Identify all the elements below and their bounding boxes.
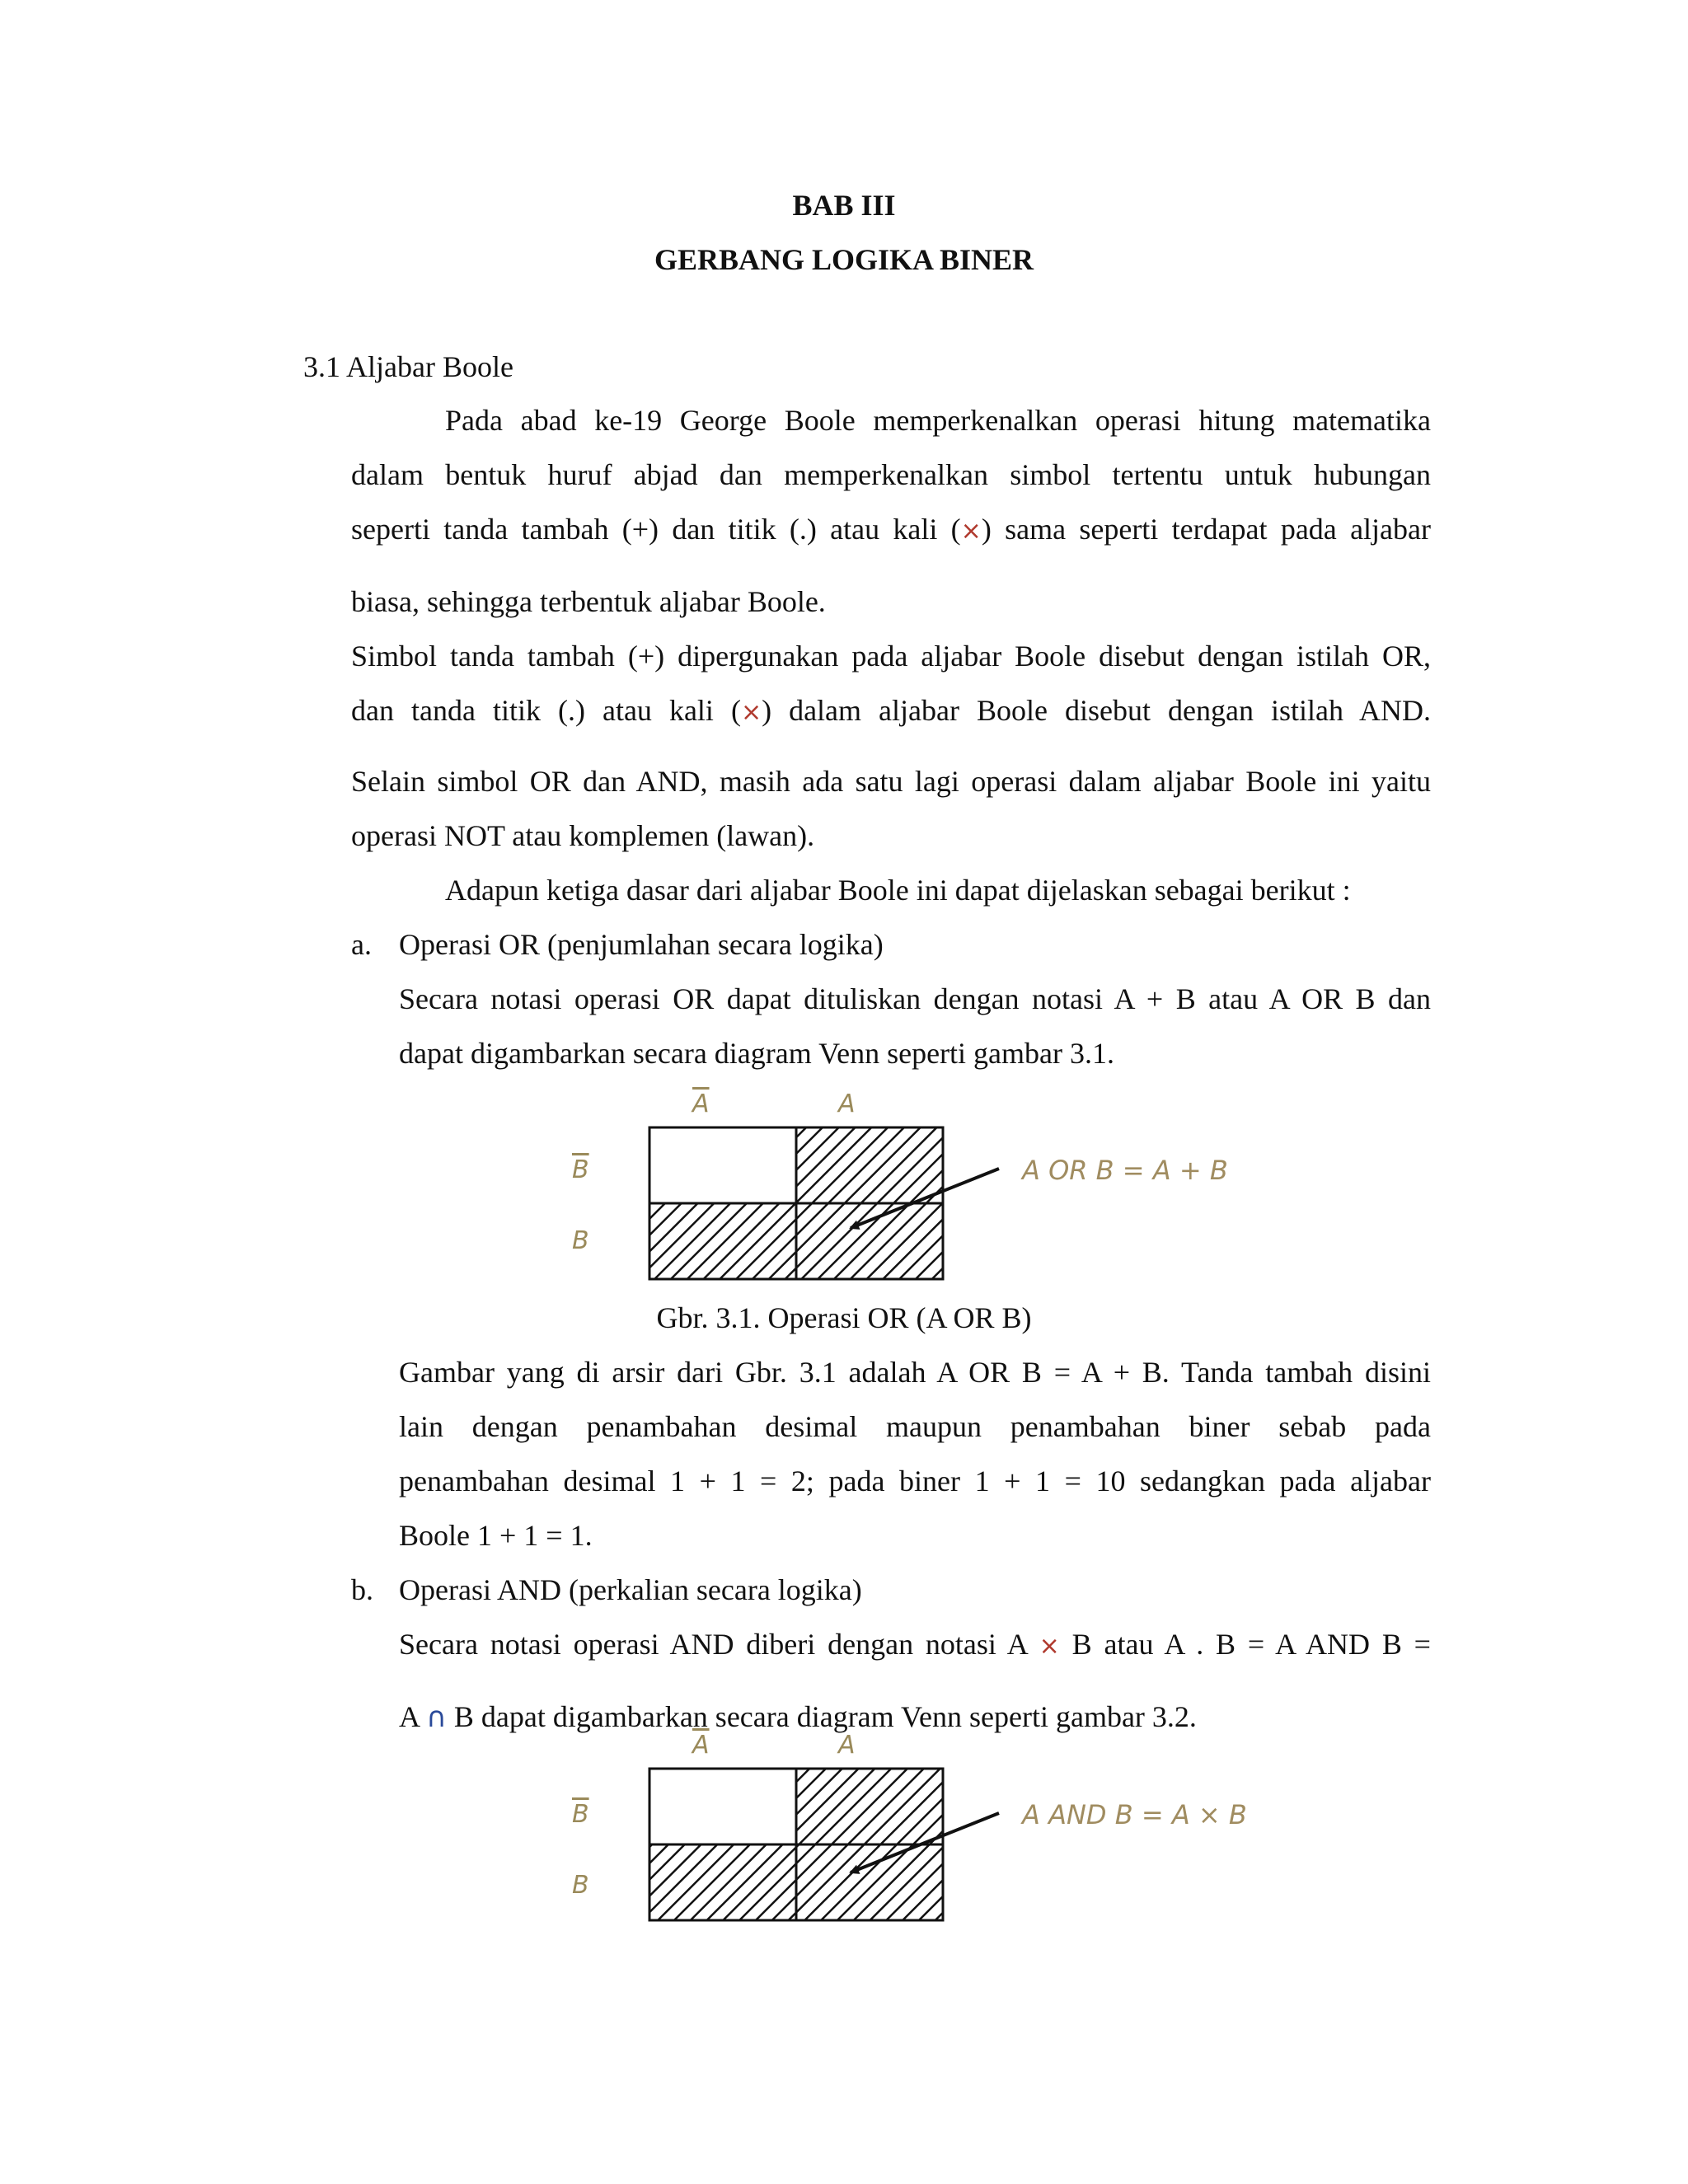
- cell-a-b: [796, 1203, 943, 1279]
- item-b-line-1-end: B atau A . B = A AND B =: [1059, 1628, 1431, 1661]
- intro-line-1: Pada abad ke-19 George Boole memperkenalkan operasi hitung matematika: [445, 404, 1431, 437]
- intro-line-9: Adapun ketiga dasar dari aljabar Boole ini dapat dijelaskan sebagai berikut :: [445, 874, 1351, 907]
- intro-line-3-start: seperti tanda tambah (+) dan titik (.) atau kali (: [351, 513, 961, 546]
- intersection-symbol: ∩: [426, 1701, 447, 1734]
- intro-line-6: [351, 683, 1431, 740]
- cell-not-a-not-b: [649, 1769, 796, 1844]
- row-label-not-b: $\overline{B}$: [572, 1155, 589, 1184]
- cell-a-b: [796, 1844, 943, 1920]
- and-formula-label: A AND B = A × B: [1022, 1799, 1247, 1830]
- item-b-line-2-start: A: [399, 1700, 427, 1733]
- venn-diagram-and: [560, 1722, 1286, 1929]
- item-a-title: Operasi OR (penjumlahan secara logika): [399, 928, 884, 961]
- cell-not-a-b: [649, 1844, 796, 1920]
- item-a-after-line-1: Gambar yang di arsir dari Gbr. 3.1 adalah A OR B = A + B. Tanda tambah disini: [399, 1356, 1431, 1389]
- intro-line-7: Selain simbol OR dan AND, masih ada satu lagi operasi dalam aljabar Boole ini yaitu: [351, 765, 1431, 798]
- item-a-line-1: Secara notasi operasi OR dapat dituliskan dengan notasi A + B atau A OR B dan: [399, 982, 1431, 1015]
- row-label-not-b: $\overline{B}$: [572, 1800, 589, 1829]
- item-a-marker: a.: [351, 928, 372, 961]
- col-label-a: A: [838, 1731, 856, 1760]
- item-b-marker: b.: [351, 1573, 373, 1606]
- intro-line-8: operasi NOT atau komplemen (lawan).: [351, 819, 815, 852]
- chapter-number: BAB III: [792, 189, 896, 222]
- intro-line-3-end: ) sama seperti terdapat pada aljabar: [981, 513, 1431, 546]
- cell-a-not-b: [796, 1769, 943, 1844]
- item-b-line-1-start: Secara notasi operasi AND diberi dengan notasi A: [399, 1628, 1039, 1661]
- item-a-after-line-2: lain dengan penambahan desimal maupun penambahan biner sebab pada: [399, 1410, 1431, 1443]
- intro-line-3: [351, 502, 1431, 559]
- times-symbol: ×: [960, 517, 982, 546]
- cell-a-not-b: [796, 1127, 943, 1203]
- col-label-not-a: $\overline{A}$: [692, 1090, 710, 1118]
- row-label-b: B: [572, 1871, 589, 1900]
- item-a-after-line-3: penambahan desimal 1 + 1 = 2; pada biner 1 + 1 = 10 sedangkan pada aljabar: [399, 1465, 1431, 1497]
- intro-line-6-start: dan tanda titik (.) atau kali (: [351, 694, 741, 727]
- item-b-title: Operasi AND (perkalian secara logika): [399, 1573, 862, 1606]
- cell-not-a-b: [649, 1203, 796, 1279]
- chapter-title: GERBANG LOGIKA BINER: [654, 243, 1034, 276]
- item-b-line-1: [399, 1617, 1431, 1674]
- intro-line-6-end: ) dalam aljabar Boole disebut dengan istilah AND.: [762, 694, 1431, 727]
- item-a-line-2: dapat digambarkan secara diagram Venn seperti gambar 3.1.: [399, 1037, 1114, 1070]
- times-symbol: ×: [740, 698, 762, 727]
- intro-line-4: biasa, sehingga terbentuk aljabar Boole.: [351, 585, 826, 618]
- item-b-line-2-end: B dapat digambarkan secara diagram Venn seperti gambar 3.2.: [446, 1700, 1197, 1733]
- cell-not-a-not-b: [649, 1127, 796, 1203]
- or-formula-label: A OR B = A + B: [1022, 1155, 1228, 1186]
- intro-line-2: dalam bentuk huruf abjad dan memperkenalkan simbol tertentu untuk hubungan: [351, 458, 1431, 491]
- venn-diagram-or: [560, 1078, 1286, 1284]
- times-symbol: ×: [1039, 1632, 1060, 1661]
- col-label-not-a: $\overline{A}$: [692, 1731, 710, 1760]
- intro-line-5: Simbol tanda tambah (+) dipergunakan pada aljabar Boole disebut dengan istilah OR,: [351, 640, 1431, 673]
- section-heading: 3.1 Aljabar Boole: [303, 350, 513, 383]
- item-a-after-line-4: Boole 1 + 1 = 1.: [399, 1519, 593, 1552]
- figure-1-caption: Gbr. 3.1. Operasi OR (A OR B): [656, 1301, 1032, 1334]
- row-label-b: B: [572, 1226, 589, 1255]
- col-label-a: A: [838, 1090, 856, 1118]
